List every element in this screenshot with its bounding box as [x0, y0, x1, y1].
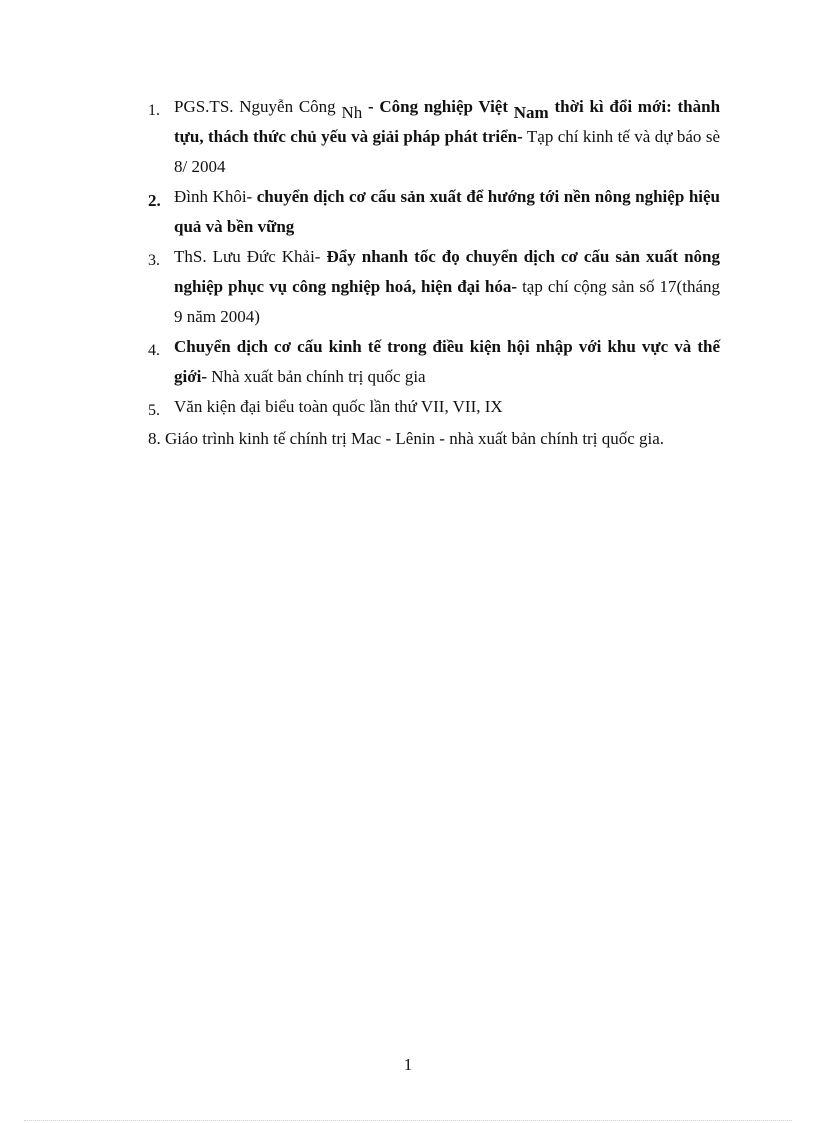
- reference-item: [140, 242, 720, 332]
- item-number: 1.: [148, 102, 160, 119]
- reference-title: Chuyển dịch cơ cấu kinh tế trong điều kiện hội nhập với khu vực và thế giới-: [174, 337, 720, 386]
- reference-author: ThS. Lưu Đức Khải-: [174, 247, 321, 266]
- item-number: 3.: [148, 252, 160, 269]
- page-number: 1: [403, 1055, 413, 1074]
- reference-author: Đình Khôi-: [174, 187, 253, 206]
- reference-title: chuyển dịch cơ cấu sản xuất để hướng tới nền nông nghiệp hiệu quả và bền vững: [174, 187, 720, 236]
- reference-source: tạp chí cộng sản số 17(tháng 9 năm 2004): [174, 277, 720, 326]
- reference-title-subscript: Nam: [513, 103, 549, 122]
- item-number: 4.: [148, 342, 160, 359]
- reference-author-subscript: Nh: [341, 103, 363, 122]
- reference-item: [140, 392, 720, 422]
- item-number: 5.: [148, 402, 160, 419]
- reference-source: Tạp chí kinh tế và dự báo sè 8/ 2004: [174, 127, 720, 176]
- item-number: 2.: [148, 191, 161, 210]
- reference-title: Đẩy nhanh tốc đọ chuyển dịch cơ cấu sản xuất nông nghiệp phục vụ công nghiệp hoá, hiện đại hóa-: [174, 247, 720, 296]
- reference-title: thời kì đổi mới: thành tựu, thách thức chủ yếu và giải pháp phát triển-: [174, 97, 721, 146]
- page-bottom-divider: [24, 1120, 792, 1121]
- reference-title: - Công nghiệp Việt: [367, 97, 508, 116]
- reference-item: [140, 182, 720, 242]
- reference-source: Nhà xuất bản chính trị quốc gia: [211, 367, 426, 386]
- reference-list: [140, 92, 720, 422]
- reference-text: Văn kiện đại biểu toàn quốc lần thứ VII, VII, IX: [174, 397, 503, 416]
- reference-item-8: 8. Giáo trình kinh tế chính trị Mac - Lênin - nhà xuất bản chính trị quốc gia.: [148, 429, 665, 448]
- reference-author: PGS.TS. Nguyễn Công: [174, 97, 336, 116]
- reference-item: [140, 92, 720, 182]
- reference-item: [140, 332, 720, 392]
